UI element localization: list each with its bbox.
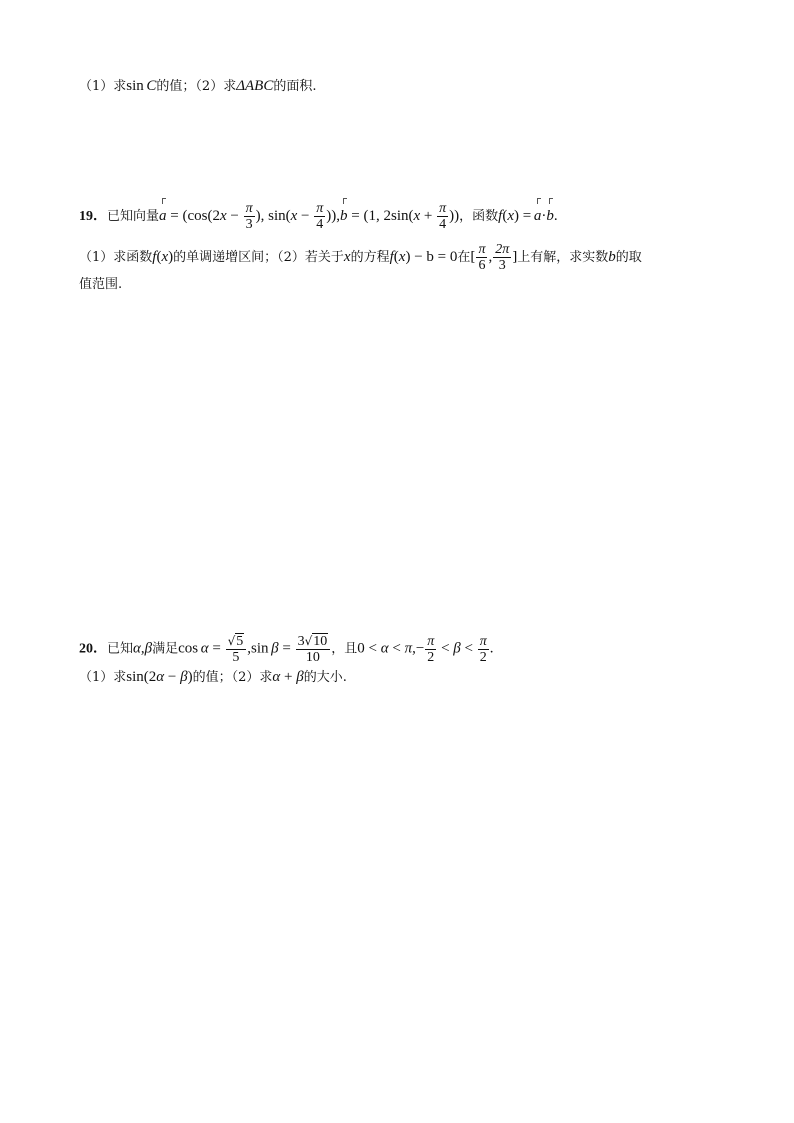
var-beta: β <box>296 669 304 685</box>
denominator: 4 <box>439 217 447 232</box>
var-x: x <box>219 208 227 224</box>
numerator: π <box>427 633 435 649</box>
q20-text-1: 满足 <box>152 641 179 657</box>
denominator: 3 <box>498 258 506 273</box>
equation-rhs: − b = 0 <box>410 249 458 265</box>
fraction-pi-3 <box>244 201 255 232</box>
func-f: f <box>152 249 157 265</box>
fraction-pi-4 <box>314 201 325 232</box>
period: . <box>489 640 494 657</box>
var-c: C <box>146 78 157 94</box>
paren: ) <box>168 249 174 265</box>
q19-expr-1: = (cos(2 <box>166 208 220 224</box>
q19-sub-text-1: （1）求函数 <box>79 250 153 265</box>
fraction-pi-2 <box>425 634 436 665</box>
q19-sub-text-7: 值范围. <box>79 277 123 292</box>
numerator: 2π <box>495 242 510 257</box>
var-alpha: α <box>272 669 281 685</box>
q19-intro: 已知向量 <box>107 209 160 224</box>
comma: , <box>247 640 251 657</box>
q18-text-b: 的值；（2）求 <box>156 79 237 94</box>
sin-expr: sin(2 <box>126 669 157 685</box>
fraction-3sqrt10-10: $\frac{3√10}{10}$ <box>296 633 331 665</box>
comma: , <box>488 249 493 265</box>
plus-sign: + <box>420 208 437 224</box>
period: . <box>553 208 558 224</box>
var-alpha: α <box>133 640 141 657</box>
var-x: x <box>290 208 298 224</box>
comma-minus: ,− <box>412 640 425 657</box>
var-beta: β <box>144 640 153 657</box>
func-f: f <box>389 249 394 265</box>
fraction-pi-6 <box>476 242 487 273</box>
equals: = <box>208 640 225 657</box>
comma: , <box>140 640 145 657</box>
paren: ( <box>502 208 508 224</box>
var-beta: β <box>453 640 461 657</box>
pi: π <box>404 640 413 657</box>
plus-sign: + <box>280 669 297 685</box>
q19-expr-2: ), sin( <box>255 208 291 224</box>
q18-text-c: 的面积. <box>273 79 317 94</box>
minus-sign: − <box>164 669 181 685</box>
vector-b: b <box>340 208 348 224</box>
var-x: x <box>507 208 515 224</box>
var-alpha: α <box>156 669 165 685</box>
minus-sign: − <box>226 208 243 224</box>
fraction-pi-2 <box>478 634 489 665</box>
var-alpha: α <box>200 640 209 657</box>
less-than: < <box>460 640 477 657</box>
func-f: f <box>498 208 503 224</box>
q19-sub-text-2: 的单调递增区间；（2）若关于 <box>173 250 344 265</box>
var-x: x <box>413 208 421 224</box>
paren: ) <box>187 669 193 685</box>
sin-text: sin <box>251 640 269 657</box>
equals: = <box>278 640 295 657</box>
denominator: 2 <box>427 649 435 665</box>
q19-sub-text-5: ]上有解，求实数 <box>512 250 609 265</box>
vector-b: b <box>546 208 554 224</box>
radicand: 10 <box>313 634 328 649</box>
q19-expr-5: )) <box>449 208 460 224</box>
q20-sub-questions <box>79 667 347 688</box>
fraction-2pi-3 <box>493 242 511 273</box>
sin-text: sin <box>126 78 144 94</box>
denominator: 4 <box>316 217 324 232</box>
coefficient: 3 <box>297 634 305 649</box>
q19-expr-3: )), <box>326 208 341 224</box>
radicand: 5 <box>236 634 244 649</box>
paren: ( <box>393 249 399 265</box>
q20-sub-text-1: （1）求 <box>79 670 127 685</box>
q19-sub-questions-cont <box>79 275 122 295</box>
var-x: x <box>398 249 406 265</box>
q19-sub-text-3: 的方程 <box>350 250 390 265</box>
var-x: x <box>343 249 351 265</box>
q20-sub-text-3: 的大小. <box>303 670 347 685</box>
vector-a: a <box>533 208 542 224</box>
q19-sub-text-6: 的取 <box>615 250 642 265</box>
q20-statement <box>79 633 494 665</box>
denominator: 6 <box>478 258 486 273</box>
q18-sub-questions <box>79 76 316 97</box>
q20-sub-text-2: 的值；（2）求 <box>192 670 273 685</box>
denominator: 5 <box>232 650 240 665</box>
fraction-sqrt5-5: $\frac{√5}{5}$ <box>226 633 247 665</box>
var-beta: β <box>271 640 279 657</box>
minus-sign: − <box>297 208 314 224</box>
q20-text-2: ，且 <box>331 641 358 657</box>
vector-a: a <box>159 208 167 224</box>
q19-sub-questions <box>79 242 642 273</box>
var-b: b <box>608 249 616 265</box>
q19-expr-4: = (1, 2sin( <box>347 208 414 224</box>
paren: ) <box>405 249 411 265</box>
less-than: < <box>388 640 405 657</box>
numerator: π <box>478 242 486 257</box>
question-number-20: 20． <box>79 641 107 657</box>
var-x: x <box>161 249 169 265</box>
numerator: π <box>479 633 487 649</box>
numerator: π <box>245 201 253 216</box>
less-than: < <box>437 640 454 657</box>
triangle-abc: ΔABC <box>236 78 274 94</box>
denominator: 3 <box>245 217 253 232</box>
dot-product: · <box>541 208 547 224</box>
var-alpha: α <box>380 640 389 657</box>
var-beta: β <box>180 669 188 685</box>
paren: ( <box>156 249 162 265</box>
q19-function-label: ，函数 <box>459 209 499 224</box>
paren-equals: ) = <box>514 208 532 224</box>
question-number-19: 19． <box>79 209 107 224</box>
numerator: π <box>439 201 447 216</box>
numerator: π <box>316 201 324 216</box>
q19-statement <box>79 201 558 232</box>
denominator: 2 <box>479 649 487 665</box>
cos-text: cos <box>178 640 199 657</box>
denominator: 10 <box>305 650 320 665</box>
q19-sub-text-4: 在[ <box>457 250 476 265</box>
q18-text-a: （1）求 <box>79 79 127 94</box>
q20-intro: 已知 <box>107 641 134 657</box>
inequality-start: 0 < <box>357 640 381 657</box>
fraction-pi-4 <box>437 201 448 232</box>
